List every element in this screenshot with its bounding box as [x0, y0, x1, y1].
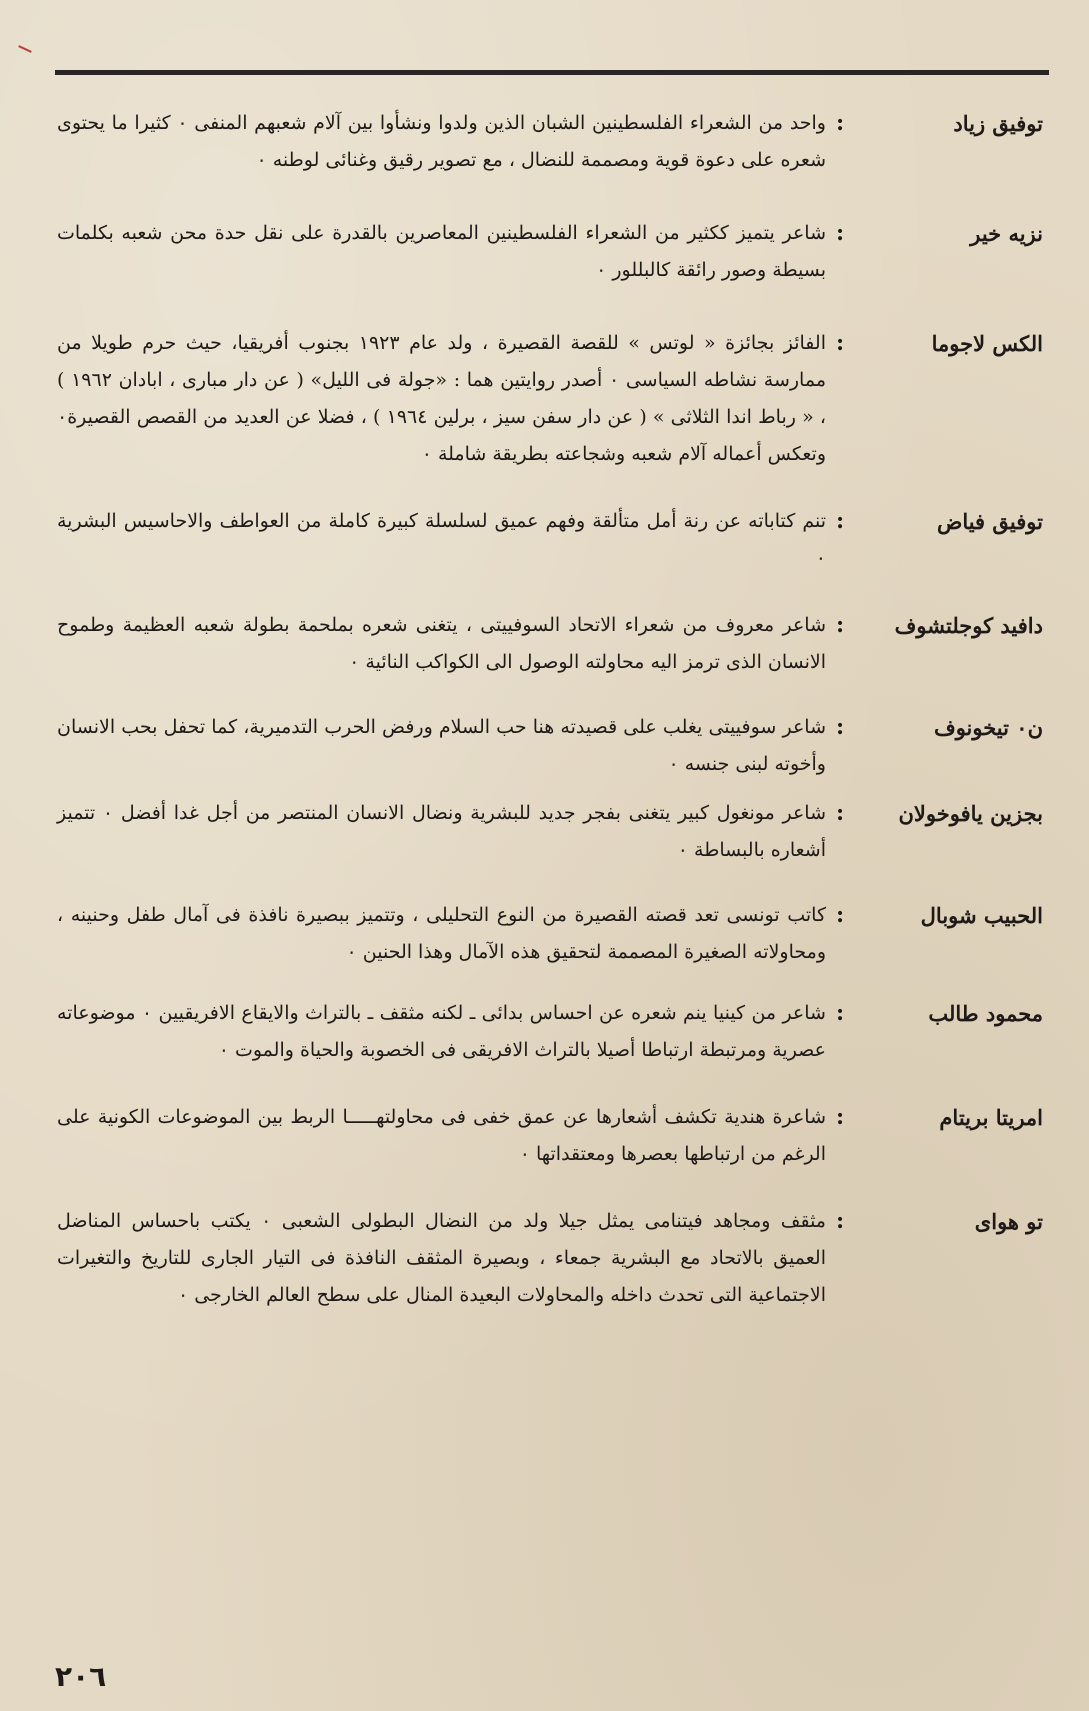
entry-text: شاعر سوفييتى يغلب على قصيدته هنا حب السلام ورفض الحرب التدميرية، كما تحفل بحب الانسان وأخوته لبنى جنسه ٠: [57, 716, 826, 775]
entry-colon: :: [835, 508, 845, 534]
entry-alex-la-guma: [55, 325, 1049, 473]
page-number: ٢٠٦: [55, 1660, 107, 1693]
entry-tawfiq-fayyad: [55, 503, 1049, 577]
entry-begzin-yavukhulan: [55, 795, 1049, 869]
entry-name: ن٠ تيخونوف: [933, 715, 1043, 740]
entry-tawfiq-zayyad: [55, 105, 1049, 179]
entry-colon: :: [835, 1104, 845, 1130]
entry-habib-choubal: [55, 897, 1049, 971]
entry-text: مثقف ومجاهد فيتنامى يمثل جيلا ولد من النضال البطولى الشعبى ٠ يكتب باحساس المناضل العميق بالاتحاد مع البشرية جمعاء ، وبصيرة المثقف النافذة فى التيار الجارى للتاريخ والتغيرات الاجتماعية التى تحدث داخله والمحاولات البعيدة المنال على سطح العالم الخارجى ٠: [57, 1210, 826, 1306]
entry-name: تو هواى: [974, 1209, 1043, 1234]
entry-name: توفيق فياض: [936, 509, 1043, 534]
entry-name: الكس لاجوما: [931, 331, 1043, 356]
entry-text: واحد من الشعراء الفلسطينين الشبان الذين ولدوا ونشأوا بين آلام شعبهم المنفى ٠ كثيرا ما يحتوى شعره على دعوة قوية ومصممة للنضال ، مع تصوير رقيق وغنائى لوطنه ٠: [57, 112, 826, 171]
ink-mark: [18, 45, 32, 53]
entry-colon: :: [835, 714, 845, 740]
entry-text: شاعر مونغول كبير يتغنى بفجر جديد للبشرية ونضال الانسان المنتصر من أجل غدا أفضل ٠ تتميز أشعاره بالبساطة ٠: [57, 802, 827, 861]
entry-text: كاتب تونسى تعد قصته القصيرة من النوع التحليلى ، وتتميز ببصيرة نافذة فى آمال طفل وحنينه ، ومحاولاته الصغيرة المصممة لتحقيق هذه الآمال وهذا الحنين ٠: [57, 904, 826, 963]
entry-name: بجزين يافوخولان: [898, 801, 1043, 826]
entry-text: تنم كتاباته عن رنة أمل متألقة وفهم عميق لسلسلة كبيرة كاملة من العواطف والاحاسيس البشرية ٠: [57, 510, 826, 569]
entry-n-tikhonov: [55, 709, 1049, 783]
entry-name: محمود طالب: [928, 1001, 1043, 1026]
entry-to-hoai: [55, 1203, 1049, 1314]
entry-text: شاعر معروف من شعراء الاتحاد السوفييتى ، يتغنى شعره بملحمة بطولة شعبه العظيمة وطموح الانسان الذى ترمز اليه محاولته الوصول الى الكواكب النائية ٠: [57, 614, 826, 673]
entry-name: الحبيب شوبال: [920, 903, 1043, 928]
entry-david-kugultinov: [55, 607, 1049, 681]
entry-colon: :: [835, 1000, 845, 1026]
entry-name: توفيق زياد: [953, 111, 1043, 136]
entry-colon: :: [835, 800, 845, 826]
entry-text: شاعرة هندية تكشف أشعارها عن عمق خفى فى محاولتهـــــا الربط بين الموضوعات الكونية على الرغم من ارتباطها بعصرها ومعتقداتها ٠: [57, 1106, 826, 1165]
entry-text: شاعر يتميز ككثير من الشعراء الفلسطينين المعاصرين بالقدرة على نقل حدة محن شعبه بكلمات بسيطة وصور رائقة كالبللور ٠: [57, 222, 826, 281]
entry-mahmoud-taleb: [55, 995, 1049, 1069]
biography-list: [55, 105, 1049, 1314]
entry-text: شاعر من كينيا ينم شعره عن احساس بدائى ـ لكنه مثقف ـ بالتراث والايقاع الافريقيين ٠ موضوعاته عصرية ومرتبطة ارتباطا أصيلا بالتراث الافريقى فى الخصوبة والحياة والموت ٠: [57, 1002, 826, 1061]
entry-colon: :: [835, 902, 845, 928]
entry-colon: :: [835, 220, 845, 246]
entry-colon: :: [835, 1208, 845, 1234]
entry-name: امريتا بريتام: [939, 1105, 1043, 1130]
top-rule: [55, 70, 1049, 75]
entry-text: الفائز بجائزة « لوتس » للقصة القصيرة ، ولد عام ١٩٢٣ بجنوب أفريقيا، حيث حرم طويلا من ممارسة نشاطه السياسى ٠ أصدر روايتين هما : «جولة فى الليل» ( عن دار مبارى ، ابادان ١٩٦٢ ) ، « رباط اندا الثلاثى » ( عن دار سفن سيز ، برلين ١٩٦٤ ) ، فضلا عن العديد من القصص القصيرة٠ وتعكس أعماله آلام شعبه وشجاعته بطريقة شاملة ٠: [57, 332, 827, 465]
entry-nazih-khair: [55, 215, 1049, 289]
entry-name: نزيه خير: [970, 221, 1043, 246]
entry-name: دافيد كوجلتشوف: [894, 613, 1043, 638]
entry-colon: :: [835, 330, 845, 356]
entry-amrita-pritam: [55, 1099, 1049, 1173]
entry-colon: :: [835, 612, 845, 638]
entry-colon: :: [835, 110, 845, 136]
